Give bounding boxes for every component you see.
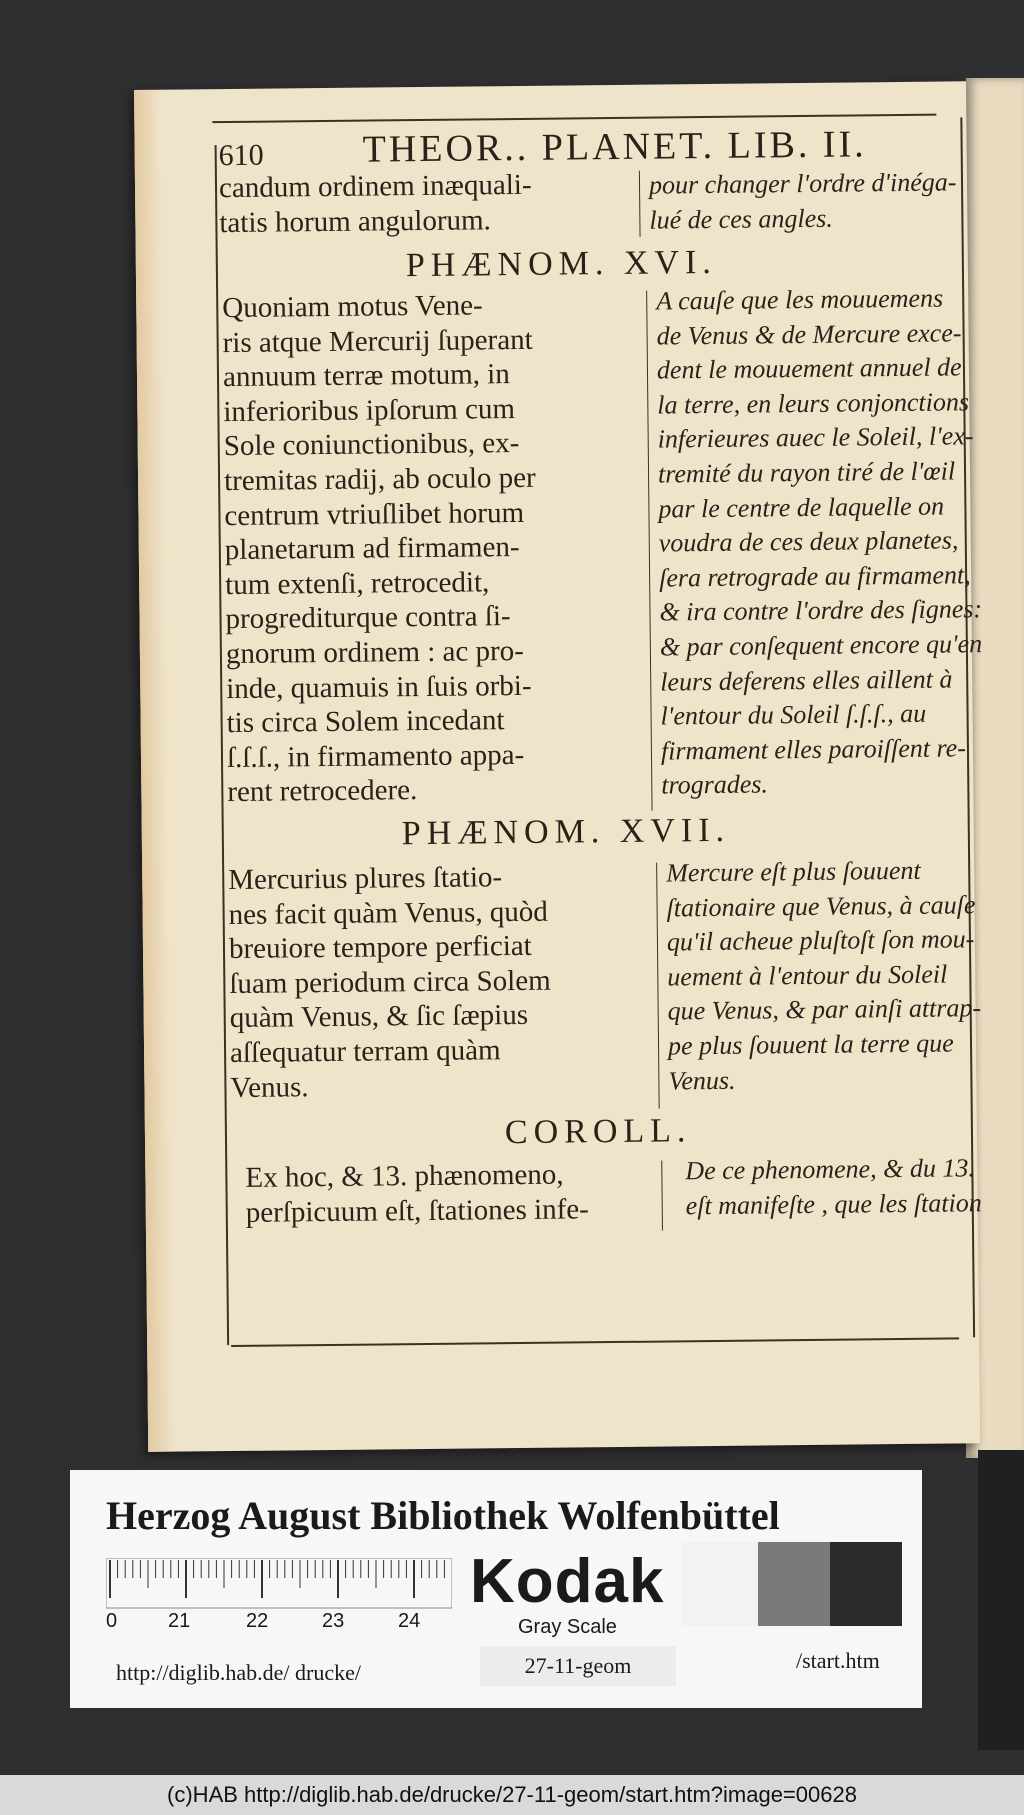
adjacent-page-shadow xyxy=(978,1450,1024,1750)
ruler-label: 22 xyxy=(246,1610,269,1632)
french-line: que Venus, & par ainſi attrap- xyxy=(667,993,982,1026)
latin-line: candum ordinem inæquali- xyxy=(218,168,532,205)
french-line: Mercure eſt plus ſouuent xyxy=(666,855,921,888)
latin-line: Quoniam motus Vene- xyxy=(222,289,483,325)
latin-line: centrum vtriuſlibet horum xyxy=(224,496,525,532)
section-latin-column xyxy=(222,288,539,810)
gray-patch-dark xyxy=(830,1542,902,1626)
ruler-ticks xyxy=(106,1558,452,1610)
latin-line: Sole coniunctionibus, ex- xyxy=(223,427,520,463)
column-divider xyxy=(646,291,652,811)
latin-line: annuum terræ motum, in xyxy=(222,358,510,394)
french-line: uement à l'entour du Soleil xyxy=(667,959,948,992)
french-line: voudra de ces deux planetes, xyxy=(658,525,959,558)
running-title: THEOR.. PLANET. LIB. II. xyxy=(362,123,867,171)
latin-line: Ex hoc, & 13. phænomeno, xyxy=(245,1158,564,1194)
french-line: Venus. xyxy=(668,1065,736,1096)
column-divider xyxy=(656,863,660,1109)
latin-line: quàm Venus, & ſic ſæpius xyxy=(229,999,529,1035)
section-french-column xyxy=(656,281,984,803)
section-latin-column xyxy=(228,860,552,1106)
page-number: 610 xyxy=(218,138,264,173)
intro-latin xyxy=(219,168,532,240)
ruler-label: 24 xyxy=(398,1610,421,1632)
latin-line: Venus. xyxy=(230,1070,309,1104)
french-line: par le centre de laquelle on xyxy=(658,491,945,524)
section-latin-column xyxy=(245,1157,589,1230)
latin-line: perſpicuum eſt, ſtationes infe- xyxy=(245,1192,589,1229)
french-line: lué de ces angles. xyxy=(649,203,833,235)
french-line: De ce phenomene, & du 13. xyxy=(685,1153,976,1186)
column-divider xyxy=(661,1161,663,1231)
section-heading: COROLL. xyxy=(504,1112,692,1152)
kodak-logo: Kodak xyxy=(470,1547,665,1616)
french-line: l'entour du Soleil ſ.ſ.ſ., au xyxy=(660,698,927,731)
ruler-label: 23 xyxy=(322,1610,345,1632)
french-line: & par conſequent encore qu'en xyxy=(659,629,983,662)
library-name: Herzog August Bibliothek Wolfenbüttel xyxy=(106,1493,780,1538)
french-line: ſtationaire que Venus, à cauſe xyxy=(666,889,976,923)
section-heading: PHÆNOM. XVI. xyxy=(405,243,717,285)
french-line: dent le mouuement annuel de xyxy=(656,352,962,385)
french-line: eſt manifeſte , que les ſtation xyxy=(685,1187,982,1220)
book-page xyxy=(134,81,983,1452)
latin-line: tis circa Solem incedant xyxy=(226,704,505,740)
latin-line: nes facit quàm Venus, quòd xyxy=(228,895,549,931)
section-french-column xyxy=(685,1151,982,1223)
ruler-label: 21 xyxy=(168,1610,191,1632)
section-french-column xyxy=(666,853,982,1098)
ruler-label: 0 xyxy=(106,1610,118,1632)
latin-line: gnorum ordinem : ac pro- xyxy=(225,634,525,671)
intro-french xyxy=(649,165,957,237)
latin-line: inde, quamuis in ſuis orbi- xyxy=(226,669,532,705)
french-line: inferieures auec le Soleil, l'ex- xyxy=(657,421,974,454)
frame-rule-bottom xyxy=(231,1337,959,1347)
french-line: la terre, en leurs conjonctions xyxy=(657,387,970,420)
french-line: pe plus ſouuent la terre que xyxy=(667,1028,954,1061)
url-identifier: 27-11-geom xyxy=(480,1646,676,1686)
url-right: /start.htm xyxy=(796,1648,880,1673)
french-line: A cauſe que les mouuemens xyxy=(656,283,944,316)
latin-line: tatis horum angulorum. xyxy=(219,203,491,239)
measurement-ruler xyxy=(106,1558,452,1632)
column-divider xyxy=(639,171,641,237)
latin-line: tum extenſi, retrocedit, xyxy=(225,566,490,601)
section-heading: PHÆNOM. XVII. xyxy=(401,811,731,853)
french-line: tremité du rayon tiré de l'œil xyxy=(657,456,956,489)
latin-line: ris atque Mercurij ſuperant xyxy=(222,323,533,359)
gray-patch-mid xyxy=(758,1542,830,1626)
latin-line: planetarum ad firmamen- xyxy=(224,531,520,567)
latin-line: ſ.ſ.ſ., in firmamento appa- xyxy=(226,738,525,774)
latin-line: rent retrocedere. xyxy=(227,774,418,809)
latin-line: ſuam periodum circa Solem xyxy=(229,964,551,1000)
french-line: leurs deferens elles aillent à xyxy=(660,663,953,697)
french-line: de Venus & de Mercure exce- xyxy=(656,317,962,351)
french-line: pour changer l'ordre d'inéga- xyxy=(648,167,957,200)
gray-patch-light xyxy=(682,1542,758,1626)
latin-line: inferioribus ipſorum cum xyxy=(223,392,516,428)
latin-line: tremitas radij, ab oculo per xyxy=(223,461,536,498)
latin-line: breuiore tempore perficiat xyxy=(228,930,532,966)
french-line: firmament elles paroiſſent re- xyxy=(660,733,967,766)
french-line: ſera retrograde au firmament, xyxy=(658,560,971,593)
copyright-footer: (c)HAB http://diglib.hab.de/drucke/27-11-geom/start.htm?image=00628 xyxy=(0,1775,1024,1815)
latin-line: aſſequatur terram quàm xyxy=(229,1034,501,1070)
french-line: & ira contre l'ordre des ſignes: xyxy=(659,594,983,627)
french-line: trogrades. xyxy=(661,769,769,800)
latin-line: progrediturque contra ſi- xyxy=(225,600,511,636)
library-label xyxy=(70,1470,922,1708)
url-left: http://diglib.hab.de/ drucke/ xyxy=(116,1660,362,1685)
gray-scale-caption: Gray Scale xyxy=(518,1616,617,1638)
french-line: qu'il acheue pluſtoſt ſon mou- xyxy=(666,924,975,957)
latin-line: Mercurius plures ſtatio- xyxy=(228,861,503,897)
